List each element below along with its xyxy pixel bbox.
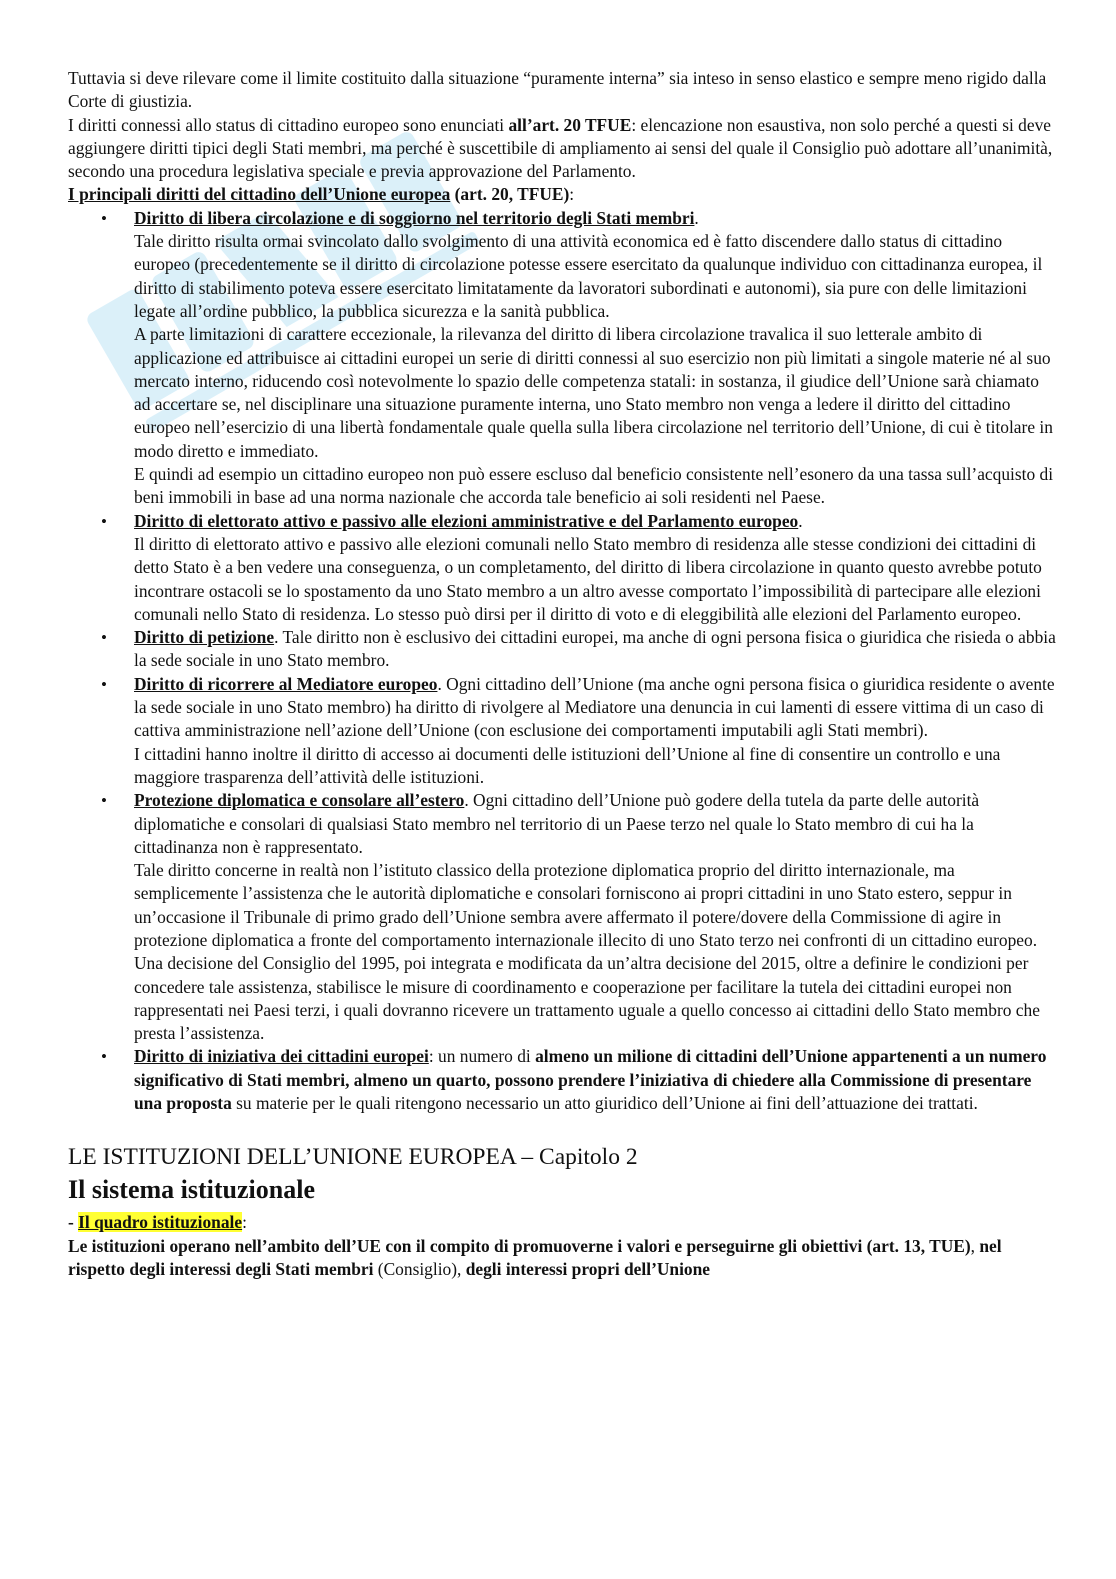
subsection-heading [68, 1211, 1058, 1234]
bullet-icon: • [101, 628, 107, 648]
bullet-icon: • [101, 511, 107, 531]
list-item-right-initiative [68, 1045, 1058, 1115]
right-text: . Ogni cittadino dell’Unione può godere della tutela da parte delle autorità diplomatiche e consolari di qualsiasi Stato membro nel territorio di un Paese terzo nel quale lo Stato membro di cui ha la cittadinanza non è rappresentato. [134, 790, 980, 857]
closing-text-bold: Le istituzioni operano nell’ambito dell’UE con il compito di promuoverne i valori e perseguirne gli obiettivi (art. 13, TUE) [68, 1235, 971, 1256]
rights-list [68, 207, 1058, 1116]
list-item-right-circulation [68, 207, 1058, 510]
right-title: Diritto di iniziativa dei cittadini europei [134, 1046, 429, 1067]
closing-text-bold: nel rispetto degli interessi degli Stati membri [68, 1235, 1002, 1279]
list-item-right-diplomatic [68, 789, 1058, 1045]
subsection-title: Il quadro istituzionale [78, 1212, 243, 1233]
right-text: . Tale diritto non è esclusivo dei cittadini europei, ma anche di ogni persona fisica o giuridica che risieda o abbia la sede sociale in uno Stato membro. [134, 627, 1056, 671]
right-text-bold: almeno un milione di cittadini dell’Unione appartenenti a un numero significativo di Stati membri, almeno un quarto, possono prendere l’iniziativa di chiedere alla Commissione di presentare una proposta [134, 1046, 1047, 1114]
right-text: . [798, 510, 803, 531]
list-item-right-ombudsman [68, 673, 1058, 789]
section-title: Il sistema istituzionale [68, 1175, 315, 1205]
rights-heading-ref: (art. 20, TFUE) [450, 184, 570, 205]
closing-text-bold: degli interessi propri dell’Unione [465, 1258, 711, 1279]
list-item-right-elections [68, 510, 1058, 626]
closing-text: , [970, 1235, 980, 1256]
rights-heading [68, 183, 1058, 206]
bullet-icon: • [101, 674, 107, 694]
intro-paragraph-2 [68, 114, 1058, 184]
intro-text-cont: : elencazione non esaustiva, non solo perché a questi si deve aggiungere diritti tipici degli Stati membri, ma perché è suscettibile di ampliamento ai sensi del quale il Consiglio può adottare all’unanimità, secondo una procedura legislativa speciale e previa approvazione del Parlamento. [68, 114, 1053, 182]
intro-text: I diritti connessi allo status di cittadino europeo sono enunciati [68, 114, 509, 135]
bullet-icon: • [101, 208, 107, 228]
right-paragraph: Il diritto di elettorato attivo e passivo alle elezioni comunali nello Stato membro di residenza alle stesse condizioni dei cittadini di detto Stato è a ben vedere una conseguenza, o un completamento, del diritto di libera circolazione in quanto questo avrebbe potuto incontrare ostacoli se lo spostamento da uno Stato membro a un altro avesse comportato l’impossibilità di partecipare alle elezioni comunali nello Stato di residenza. Lo stesso può dirsi per il diritto di voto e di eleggibilità alle elezioni del Parlamento europeo. [134, 533, 1042, 624]
document-page [68, 67, 1058, 1281]
right-paragraph: Tale diritto risulta ormai svincolato dallo svolgimento di una attività economica ed è fatto discendere dallo status di cittadino europeo (precedentemente se il diritto di circolazione potesse essere esercitato da qualunque individuo con cittadinanza europea, il diritto di stabilimento poteva essere esercitato limitatamente da lavoratori subordinati e autonomi), sia pure con delle limitazioni legate all’ordine pubblico, la pubblica sicurezza e la sanità pubblica. [134, 231, 1043, 321]
chapter-heading: LE ISTITUZIONI DELL’UNIONE EUROPEA – Capitolo 2 [68, 1144, 638, 1171]
bullet-icon: • [101, 1047, 107, 1067]
right-title: Diritto di elettorato attivo e passivo alle elezioni amministrative e del Parlamento europeo [134, 510, 799, 531]
subsection-dash: - [68, 1212, 79, 1233]
rights-heading-title: I principali diritti del cittadino dell’Unione europea [68, 184, 451, 205]
rights-heading-colon: : [569, 184, 575, 205]
subsection-colon: : [242, 1212, 247, 1233]
right-title: Diritto di petizione [134, 627, 275, 648]
right-paragraph: Tale diritto concerne in realtà non l’istituto classico della protezione diplomatica proprio del diritto internazionale, ma semplicemente l’assistenza che le autorità diplomatiche e consolari forniscono ai propri cittadini in uno Stato estero, seppur in un’occasione il Tribunale di primo grado dell’Unione sembra avere affermato il potere/dovere della Commissione di agire in protezione diplomatica a fronte del comportamento internazionale illecito di uno Stato terzo nei confronti di un cittadino europeo. [134, 860, 1038, 950]
right-title: Protezione diplomatica e consolare all’estero [134, 790, 465, 811]
list-item-right-petition [68, 626, 1058, 673]
bullet-icon: • [101, 791, 107, 811]
right-text: : un numero di [428, 1046, 536, 1067]
right-paragraph: Una decisione del Consiglio del 1995, poi integrata e modificata da un’altra decisione del 2015, oltre a definire le condizioni per concedere tale assistenza, stabilisce le misure di coordinamento e cooperazione per facilitare la tutela dei cittadini europei non rappresentati nei Paesi terzi, i quali dovranno ricevere un trattamento uguale a quello concesso ai cittadini dello Stato membro che presta l’assistenza. [134, 953, 1040, 1044]
right-paragraph: A parte limitazioni di carattere eccezionale, la rilevanza del diritto di libera circolazione travalica il suo letterale ambito di applicazione ed attribuisce ai cittadini europei un serie di diritti connessi al suo esercizio non più limitati a singole materie né al suo mercato interno, riducendo così notevolmente lo spazio delle competenza statali: in sostanza, il giudice dell’Unione sarà chiamato ad accertare se, nel disciplinare una situazione puramente interna, uno Stato membro non venga a ledere il diritto del cittadino europeo nell’esercizio di una libertà fondamentale quale quella sulla libera circolazione nel territorio dell’Unione, di cui è titolare in modo diretto e immediato. [134, 324, 1053, 461]
right-text: su materie per le quali ritengono necessario un atto giuridico dell’Unione ai fini dell’attuazione dei trattati. [231, 1093, 978, 1114]
intro-paragraph-1: Tuttavia si deve rilevare come il limite costituito dalla situazione “puramente interna” sia inteso in senso elastico e sempre meno rigido dalla Corte di giustizia. [68, 68, 1047, 112]
right-paragraph: I cittadini hanno inoltre il diritto di accesso ai documenti delle istituzioni dell’Unione al fine di consentire un controllo e una maggiore trasparenza dell’attività delle istituzioni. [134, 743, 1001, 787]
right-paragraph: E quindi ad esempio un cittadino europeo non può essere escluso dal beneficio consistente nell’esonero da una tassa sull’acquisto di beni immobili in base ad una norma nazionale che accorda tale beneficio ai soli residenti nel Paese. [134, 464, 1054, 508]
right-text: . Ogni cittadino dell’Unione (ma anche ogni persona fisica o giuridica residente o avente la sede sociale in uno Stato membro) ha diritto di rivolgere al Mediatore una denuncia in cui lamenti di essere vittima di un caso di cattiva amministrazione nell’azione dell’Unione (con esclusione dei comportamenti imputabili agli Stati membri). [134, 673, 1055, 741]
right-title: Diritto di ricorrere al Mediatore europeo [134, 673, 438, 694]
article-reference: all’art. 20 TFUE [508, 114, 632, 135]
closing-text: (Consiglio), [373, 1258, 466, 1279]
right-title: Diritto di libera circolazione e di soggiorno nel territorio degli Stati membri [134, 207, 695, 228]
closing-paragraph [68, 1235, 1058, 1282]
right-text: . [694, 207, 699, 228]
